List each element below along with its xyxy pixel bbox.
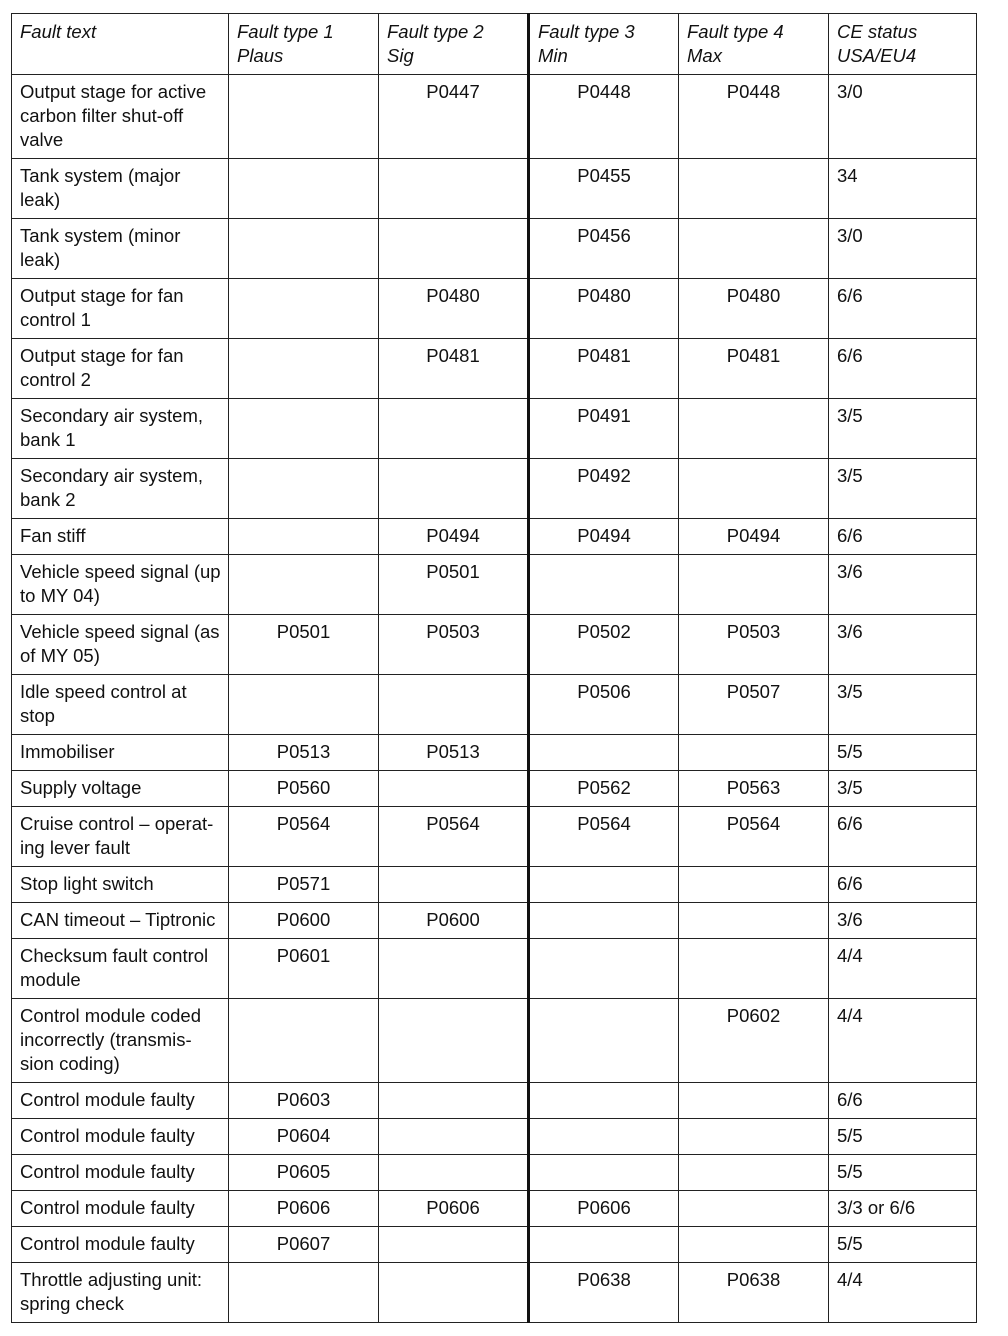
fault-type-4-cell [679,1227,829,1263]
fault-type-3-cell: P0494 [529,519,679,555]
fault-type-2-cell: P0600 [379,903,529,939]
ce-status-cell: 3/6 [829,903,977,939]
table-row [12,675,977,735]
fault-text-cell: Stop light switch [12,867,229,903]
ce-status-cell: 6/6 [829,1083,977,1119]
fault-type-3-cell [529,903,679,939]
fault-text-cell: Control module faulty [12,1191,229,1227]
fault-type-4-cell [679,555,829,615]
fault-type-2-cell [379,219,529,279]
table-row [12,555,977,615]
table-row [12,999,977,1083]
fault-type-3-cell [529,1119,679,1155]
fault-type-4-cell: P0480 [679,279,829,339]
fault-type-1-cell [229,339,379,399]
fault-type-1-cell [229,519,379,555]
fault-type-3-cell: P0448 [529,75,679,159]
fault-code-table [11,13,977,1323]
ce-status-cell: 3/0 [829,219,977,279]
table-row [12,771,977,807]
ce-status-cell: 6/6 [829,867,977,903]
fault-type-1-cell [229,1263,379,1323]
fault-type-1-cell: P0604 [229,1119,379,1155]
table-row [12,1191,977,1227]
fault-type-2-cell: P0447 [379,75,529,159]
fault-type-2-cell [379,1227,529,1263]
header-ce-status: CE status USA/EU4 [829,14,977,75]
fault-type-4-cell [679,1083,829,1119]
fault-type-3-cell [529,999,679,1083]
fault-type-2-cell: P0564 [379,807,529,867]
ce-status-cell: 5/5 [829,1119,977,1155]
fault-type-3-cell: P0481 [529,339,679,399]
fault-type-4-cell: P0564 [679,807,829,867]
fault-type-1-cell: P0513 [229,735,379,771]
fault-text-cell: Throttle adjusting unit: spring check [12,1263,229,1323]
table-row [12,939,977,999]
fault-text-cell: Vehicle speed signal (as of MY 05) [12,615,229,675]
fault-text-cell: Fan stiff [12,519,229,555]
fault-text-cell: Checksum fault control module [12,939,229,999]
table-row [12,1227,977,1263]
fault-text-cell: Control module faulty [12,1119,229,1155]
fault-type-4-cell: P0481 [679,339,829,399]
fault-text-cell: Control module coded incorrectly (transmis-sion coding) [12,999,229,1083]
fault-type-2-cell [379,1263,529,1323]
fault-type-1-cell: P0560 [229,771,379,807]
fault-type-2-cell [379,867,529,903]
fault-type-2-cell [379,999,529,1083]
fault-table-body [12,75,977,1323]
fault-type-2-cell: P0606 [379,1191,529,1227]
fault-type-3-cell [529,1083,679,1119]
fault-type-2-cell: P0481 [379,339,529,399]
fault-type-1-cell: P0501 [229,615,379,675]
table-row [12,1263,977,1323]
fault-type-4-cell: P0503 [679,615,829,675]
fault-type-2-cell [379,771,529,807]
table-row [12,1083,977,1119]
fault-text-cell: Idle speed control at stop [12,675,229,735]
ce-status-cell: 3/5 [829,675,977,735]
table-row [12,339,977,399]
fault-type-2-cell: P0494 [379,519,529,555]
fault-type-1-cell [229,75,379,159]
fault-type-4-cell [679,399,829,459]
fault-type-4-cell: P0638 [679,1263,829,1323]
ce-status-cell: 6/6 [829,279,977,339]
fault-text-cell: CAN timeout – Tiptronic [12,903,229,939]
fault-type-1-cell: P0600 [229,903,379,939]
header-row [12,14,977,75]
table-row [12,459,977,519]
header-fault-type-1: Fault type 1 Plaus [229,14,379,75]
fault-text-cell: Tank system (minor leak) [12,219,229,279]
ce-status-cell: 34 [829,159,977,219]
fault-type-3-cell [529,939,679,999]
fault-type-1-cell: P0605 [229,1155,379,1191]
header-fault-type-3: Fault type 3 Min [529,14,679,75]
fault-type-1-cell [229,459,379,519]
fault-type-3-cell: P0606 [529,1191,679,1227]
fault-type-3-cell [529,867,679,903]
fault-type-4-cell [679,903,829,939]
fault-type-1-cell: P0571 [229,867,379,903]
fault-type-2-cell [379,459,529,519]
fault-type-3-cell: P0562 [529,771,679,807]
fault-type-4-cell [679,459,829,519]
ce-status-cell: 3/3 or 6/6 [829,1191,977,1227]
ce-status-cell: 5/5 [829,1155,977,1191]
fault-type-4-cell: P0494 [679,519,829,555]
fault-type-1-cell [229,279,379,339]
fault-type-2-cell [379,939,529,999]
fault-type-3-cell: P0502 [529,615,679,675]
fault-type-1-cell [229,219,379,279]
table-row [12,867,977,903]
fault-type-4-cell: P0563 [679,771,829,807]
fault-type-1-cell [229,999,379,1083]
header-fault-type-4: Fault type 4 Max [679,14,829,75]
fault-type-3-cell [529,1227,679,1263]
table-row [12,615,977,675]
fault-type-2-cell [379,675,529,735]
ce-status-cell: 3/5 [829,771,977,807]
fault-type-2-cell: P0480 [379,279,529,339]
table-row [12,159,977,219]
fault-text-cell: Supply voltage [12,771,229,807]
fault-type-3-cell: P0456 [529,219,679,279]
ce-status-cell: 6/6 [829,807,977,867]
fault-type-4-cell [679,867,829,903]
fault-type-1-cell: P0564 [229,807,379,867]
ce-status-cell: 3/6 [829,555,977,615]
table-row [12,75,977,159]
table-row [12,903,977,939]
fault-text-cell: Tank system (major leak) [12,159,229,219]
fault-type-1-cell [229,675,379,735]
fault-type-3-cell [529,1155,679,1191]
table-row [12,279,977,339]
fault-text-cell: Secondary air system, bank 1 [12,399,229,459]
fault-type-2-cell: P0501 [379,555,529,615]
fault-text-cell: Immobiliser [12,735,229,771]
table-row [12,807,977,867]
table-row [12,735,977,771]
fault-text-cell: Control module faulty [12,1083,229,1119]
fault-type-4-cell [679,1119,829,1155]
ce-status-cell: 3/5 [829,459,977,519]
fault-text-cell: Vehicle speed signal (up to MY 04) [12,555,229,615]
fault-type-3-cell: P0480 [529,279,679,339]
fault-type-1-cell: P0603 [229,1083,379,1119]
ce-status-cell: 3/6 [829,615,977,675]
fault-type-4-cell: P0448 [679,75,829,159]
fault-text-cell: Secondary air system, bank 2 [12,459,229,519]
ce-status-cell: 4/4 [829,1263,977,1323]
fault-text-cell: Output stage for fan control 1 [12,279,229,339]
fault-type-1-cell [229,159,379,219]
ce-status-cell: 3/5 [829,399,977,459]
fault-type-4-cell: P0507 [679,675,829,735]
fault-type-2-cell: P0503 [379,615,529,675]
table-row [12,219,977,279]
ce-status-cell: 5/5 [829,1227,977,1263]
fault-type-3-cell: P0491 [529,399,679,459]
fault-type-4-cell [679,939,829,999]
fault-text-cell: Control module faulty [12,1155,229,1191]
fault-type-1-cell: P0607 [229,1227,379,1263]
table-row [12,1155,977,1191]
fault-type-4-cell: P0602 [679,999,829,1083]
fault-type-1-cell: P0606 [229,1191,379,1227]
fault-type-3-cell [529,555,679,615]
fault-type-3-cell: P0506 [529,675,679,735]
fault-text-cell: Control module faulty [12,1227,229,1263]
fault-type-3-cell: P0564 [529,807,679,867]
fault-type-3-cell: P0492 [529,459,679,519]
fault-type-3-cell: P0455 [529,159,679,219]
fault-text-cell: Cruise control – operat-ing lever fault [12,807,229,867]
fault-type-2-cell [379,1083,529,1119]
fault-type-2-cell [379,1119,529,1155]
fault-type-2-cell [379,1155,529,1191]
fault-type-4-cell [679,219,829,279]
ce-status-cell: 4/4 [829,939,977,999]
fault-type-1-cell [229,555,379,615]
fault-type-4-cell [679,159,829,219]
fault-type-3-cell: P0638 [529,1263,679,1323]
ce-status-cell: 5/5 [829,735,977,771]
ce-status-cell: 6/6 [829,339,977,399]
table-row [12,399,977,459]
fault-type-1-cell: P0601 [229,939,379,999]
header-fault-text: Fault text [12,14,229,75]
fault-type-2-cell [379,159,529,219]
fault-text-cell: Output stage for fan control 2 [12,339,229,399]
fault-type-4-cell [679,1155,829,1191]
table-row [12,519,977,555]
ce-status-cell: 3/0 [829,75,977,159]
fault-type-3-cell [529,735,679,771]
fault-text-cell: Output stage for active carbon filter shut-off valve [12,75,229,159]
fault-type-4-cell [679,735,829,771]
fault-type-2-cell [379,399,529,459]
ce-status-cell: 4/4 [829,999,977,1083]
fault-type-2-cell: P0513 [379,735,529,771]
fault-type-4-cell [679,1191,829,1227]
ce-status-cell: 6/6 [829,519,977,555]
fault-type-1-cell [229,399,379,459]
header-fault-type-2: Fault type 2 Sig [379,14,529,75]
table-row [12,1119,977,1155]
